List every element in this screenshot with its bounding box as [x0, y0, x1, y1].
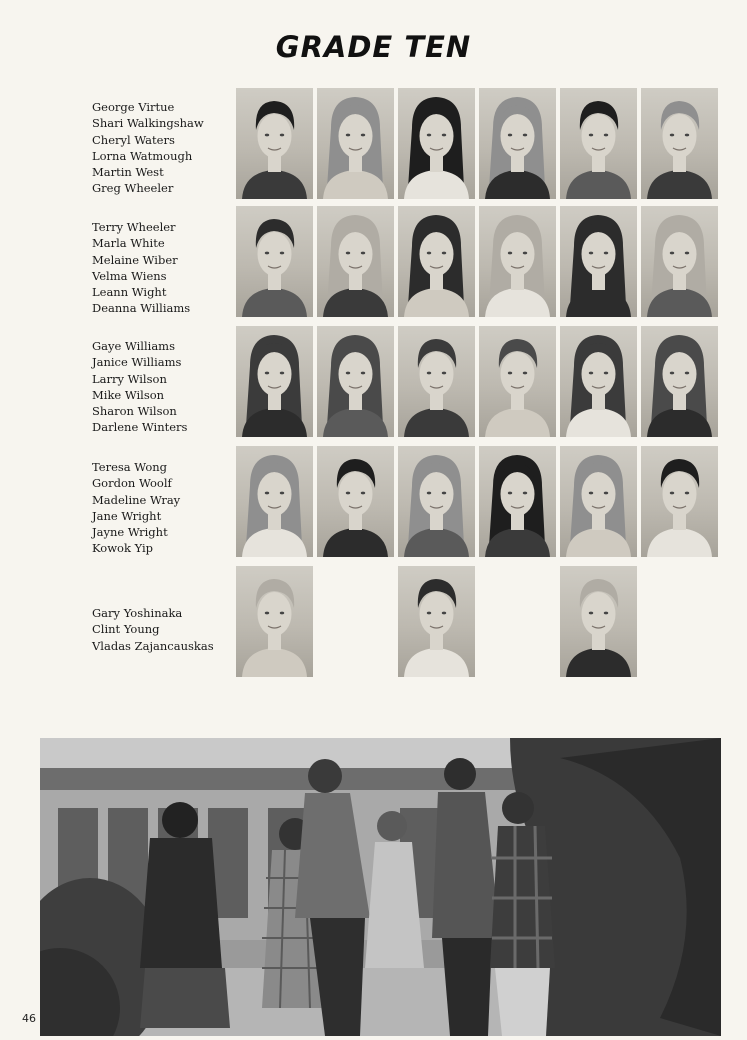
candid-photo: [40, 738, 721, 1036]
student-portrait: [398, 326, 475, 437]
student-portrait: [560, 88, 637, 199]
name-list-group-2: [92, 219, 190, 317]
name-list-group-1: [92, 99, 204, 197]
student-portrait: [398, 446, 475, 557]
student-portrait: [479, 326, 556, 437]
student-name: Melaine Wiber: [92, 252, 178, 267]
student-portrait: [317, 88, 394, 199]
student-portrait: [236, 566, 313, 677]
student-portrait: [236, 446, 313, 557]
student-portrait: [560, 206, 637, 317]
student-name: Darlene Winters: [92, 420, 188, 435]
student-name: Lorna Watmough: [92, 148, 193, 163]
student-name: Leann Wight: [92, 285, 167, 300]
student-name: Jane Wright: [92, 508, 162, 523]
student-portrait: [236, 206, 313, 317]
name-list-group-5: [92, 605, 214, 654]
student-name: Greg Wheeler: [92, 181, 174, 196]
student-name: Deanna Williams: [92, 301, 191, 316]
student-portrait: [560, 566, 637, 677]
name-list-group-4: [92, 459, 180, 557]
student-portrait: [560, 446, 637, 557]
student-portrait: [317, 326, 394, 437]
student-portrait: [641, 88, 718, 199]
student-portrait: [236, 326, 313, 437]
student-name: Terry Wheeler: [92, 220, 176, 234]
student-name: Marla White: [92, 236, 165, 251]
student-portrait: [479, 446, 556, 557]
student-name: Janice Williams: [92, 355, 182, 370]
student-name: Kowok Yip: [92, 541, 154, 556]
student-name: Sharon Wilson: [92, 404, 177, 419]
student-portrait: [641, 446, 718, 557]
student-name: Cheryl Waters: [92, 132, 175, 147]
page-title: GRADE TEN: [275, 30, 472, 64]
name-list-group-3: [92, 338, 187, 436]
student-name: Velma Wiens: [92, 268, 167, 283]
student-name: Larry Wilson: [92, 371, 167, 386]
student-name: Clint Young: [92, 622, 160, 637]
student-portrait: [398, 566, 475, 677]
student-name: Shari Walkingshaw: [92, 116, 204, 131]
student-portrait: [317, 206, 394, 317]
student-portrait: [560, 326, 637, 437]
student-name: Madeline Wray: [92, 492, 181, 507]
student-name: Teresa Wong: [92, 460, 168, 474]
student-portrait: [398, 88, 475, 199]
page-number: 46: [22, 1012, 36, 1025]
student-name: Martin West: [92, 165, 164, 180]
student-name: Mike Wilson: [92, 387, 165, 402]
student-portrait: [398, 206, 475, 317]
student-name: Vladas Zajancauskas: [92, 638, 214, 653]
student-name: Jayne Wright: [92, 525, 168, 540]
student-name: Gary Yoshinaka: [92, 606, 183, 620]
student-name: George Virtue: [92, 100, 175, 114]
student-portrait: [641, 206, 718, 317]
student-portrait: [479, 88, 556, 199]
student-portrait: [479, 206, 556, 317]
student-portrait: [641, 326, 718, 437]
student-portrait: [317, 446, 394, 557]
student-portrait: [236, 88, 313, 199]
student-name: Gaye Williams: [92, 339, 175, 353]
student-name: Gordon Woolf: [92, 476, 172, 491]
